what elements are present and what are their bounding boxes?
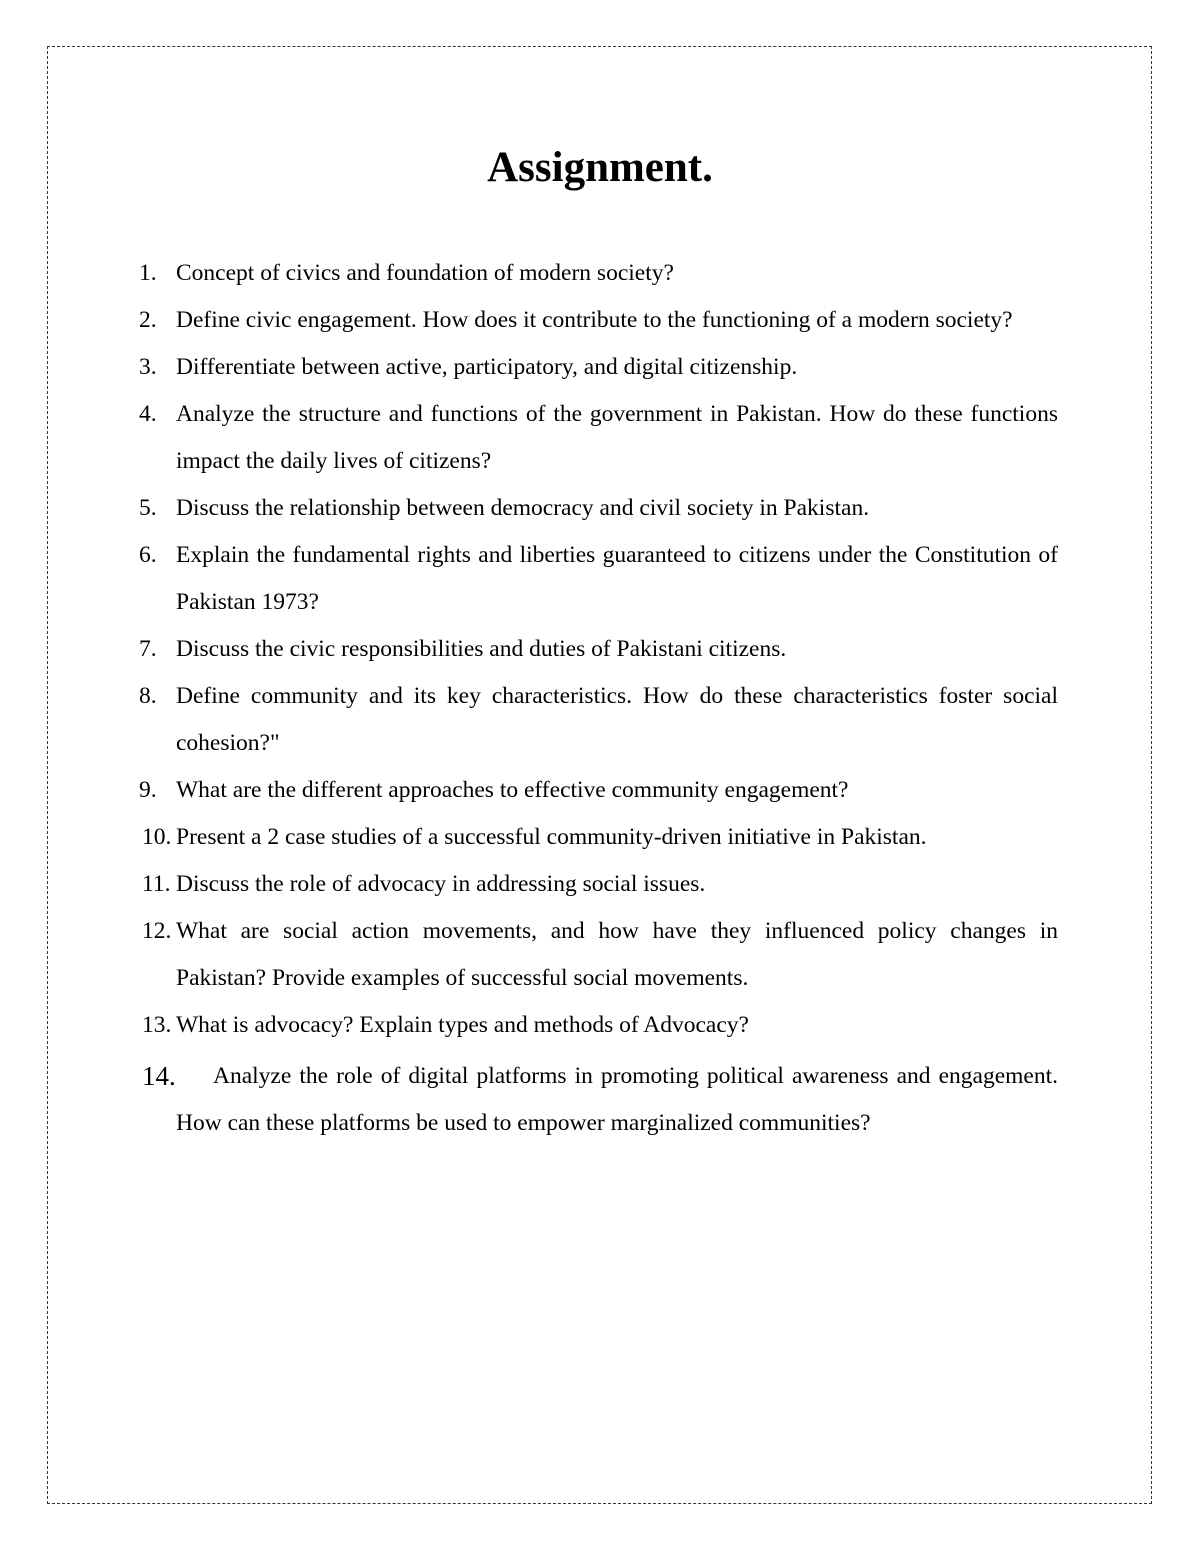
question-item: [142, 908, 1058, 1002]
question-number: 7.: [139, 636, 157, 662]
page-title: Assignment.: [487, 144, 713, 191]
question-list: [139, 250, 1058, 1147]
question-text: Define community and its key characteristics. How do these characteristics foster social cohesion?": [176, 683, 1058, 756]
question-number: 3.: [139, 354, 157, 380]
question-item: [139, 626, 1058, 673]
question-number: 1.: [139, 260, 157, 286]
question-text: Define civic engagement. How does it contribute to the functioning of a modern society?: [176, 307, 1013, 333]
question-text: What are social action movements, and how have they influenced policy changes in Pakistan? Provide examples of successful social movements.: [176, 918, 1058, 991]
question-item: [139, 297, 1058, 344]
question-text: Analyze the structure and functions of the government in Pakistan. How do these functions impact the daily lives of citizens?: [176, 401, 1058, 474]
question-text: What are the different approaches to effective community engagement?: [176, 777, 849, 803]
question-number: 4.: [139, 401, 157, 427]
question-text: What is advocacy? Explain types and methods of Advocacy?: [176, 1012, 749, 1038]
question-item: [142, 861, 1058, 908]
question-number: 5.: [139, 495, 157, 521]
question-item: [139, 485, 1058, 532]
question-number: 12.: [142, 918, 172, 944]
question-number: 11.: [142, 871, 171, 897]
question-text: Differentiate between active, participatory, and digital citizenship.: [176, 354, 798, 380]
question-text: Discuss the role of advocacy in addressing social issues.: [176, 871, 706, 897]
question-item: [142, 814, 1058, 861]
question-item: [139, 250, 1058, 297]
question-number: 6.: [139, 542, 157, 568]
question-number: 9.: [139, 777, 157, 803]
question-text: Discuss the relationship between democracy and civil society in Pakistan.: [176, 495, 870, 521]
question-number: 10.: [142, 824, 172, 850]
question-item: [139, 532, 1058, 626]
question-text: Concept of civics and foundation of modern society?: [176, 260, 674, 286]
question-text: Analyze the role of digital platforms in promoting political awareness and engagement. How can these platforms be used to empower marginalized communities?: [176, 1063, 1058, 1136]
question-number: 14.: [142, 1061, 176, 1091]
question-text: Explain the fundamental rights and liberties guaranteed to citizens under the Constitution of Pakistan 1973?: [176, 542, 1058, 615]
question-item: [142, 1002, 1058, 1049]
question-text: Discuss the civic responsibilities and duties of Pakistani citizens.: [176, 636, 787, 662]
question-item: [139, 391, 1058, 485]
question-item: [139, 767, 1058, 814]
question-number: 13.: [142, 1012, 172, 1038]
question-item: [139, 344, 1058, 391]
question-text: Present a 2 case studies of a successful community-driven initiative in Pakistan.: [176, 824, 927, 850]
question-number: 8.: [139, 683, 157, 709]
question-item: [139, 673, 1058, 767]
question-number: 2.: [139, 307, 157, 333]
question-item: [142, 1053, 1058, 1147]
